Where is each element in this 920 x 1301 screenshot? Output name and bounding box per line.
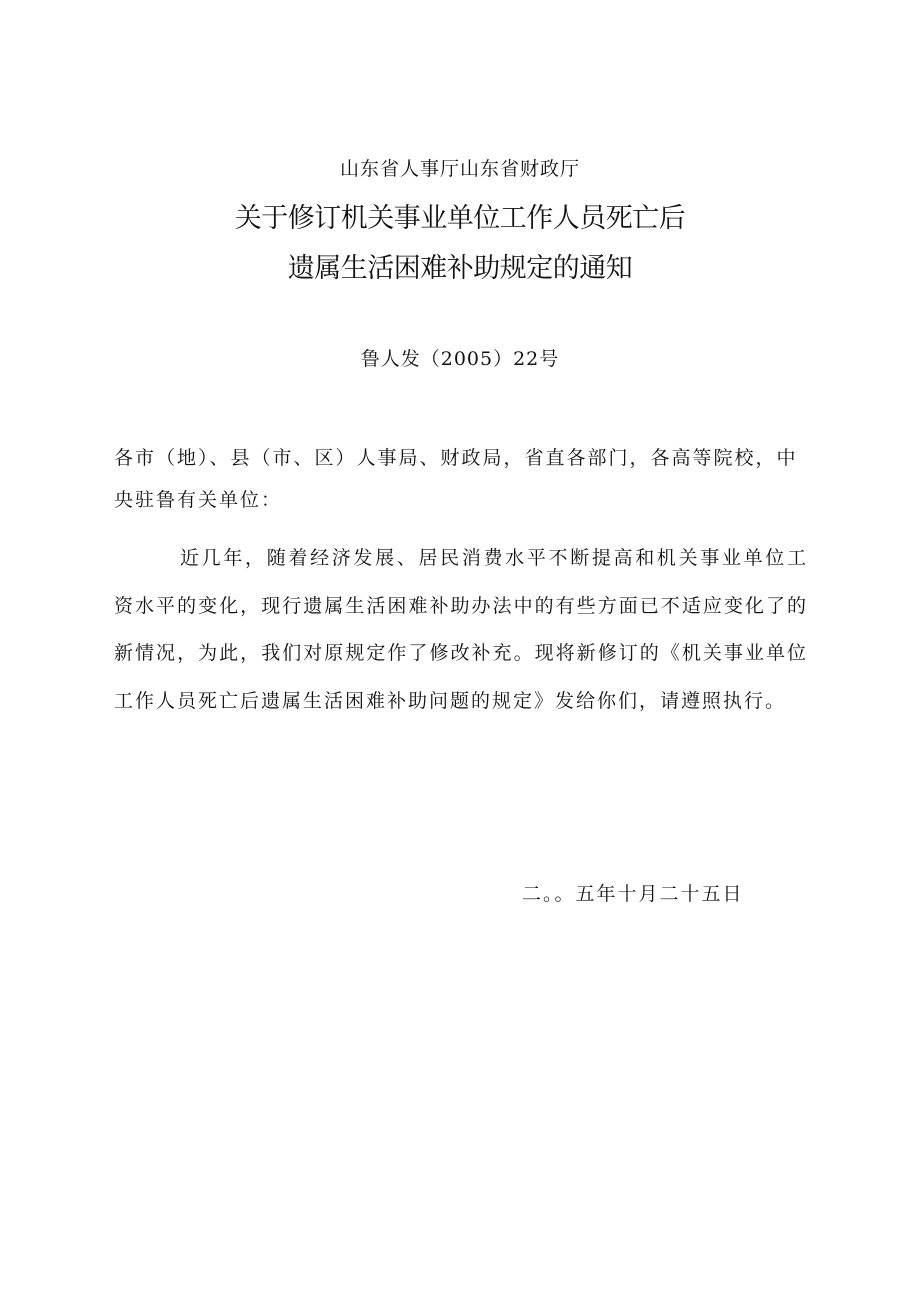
document-number: 鲁人发（2005）22号 <box>360 348 560 370</box>
issue-date: 二。。五年十月二十五日 <box>522 883 744 905</box>
salutation: 各市（地）、县（市、区）人事局、财政局，省直各部门，各高等院校，中央驻鲁有关单位： <box>114 447 798 511</box>
document-title-line-2: 遗属生活困难补助规定的通知 <box>287 253 633 284</box>
document-title-line-1: 关于修订机关事业单位工作人员死亡后 <box>234 203 686 234</box>
issuer-heading: 山东省人事厅山东省财政厅 <box>339 158 580 180</box>
body-paragraph: 近几年，随着经济发展、居民消费水平不断提高和机关事业单位工资水平的变化，现行遗属生活困难补助办法中的有些方面已不适应变化了的新情况，为此，我们对原规定作了修改补充。现将新修订的《机关事业单位工作人员死亡后遗属生活困难补助问题的规定》发给你们，请遵照执行。 <box>114 547 808 712</box>
